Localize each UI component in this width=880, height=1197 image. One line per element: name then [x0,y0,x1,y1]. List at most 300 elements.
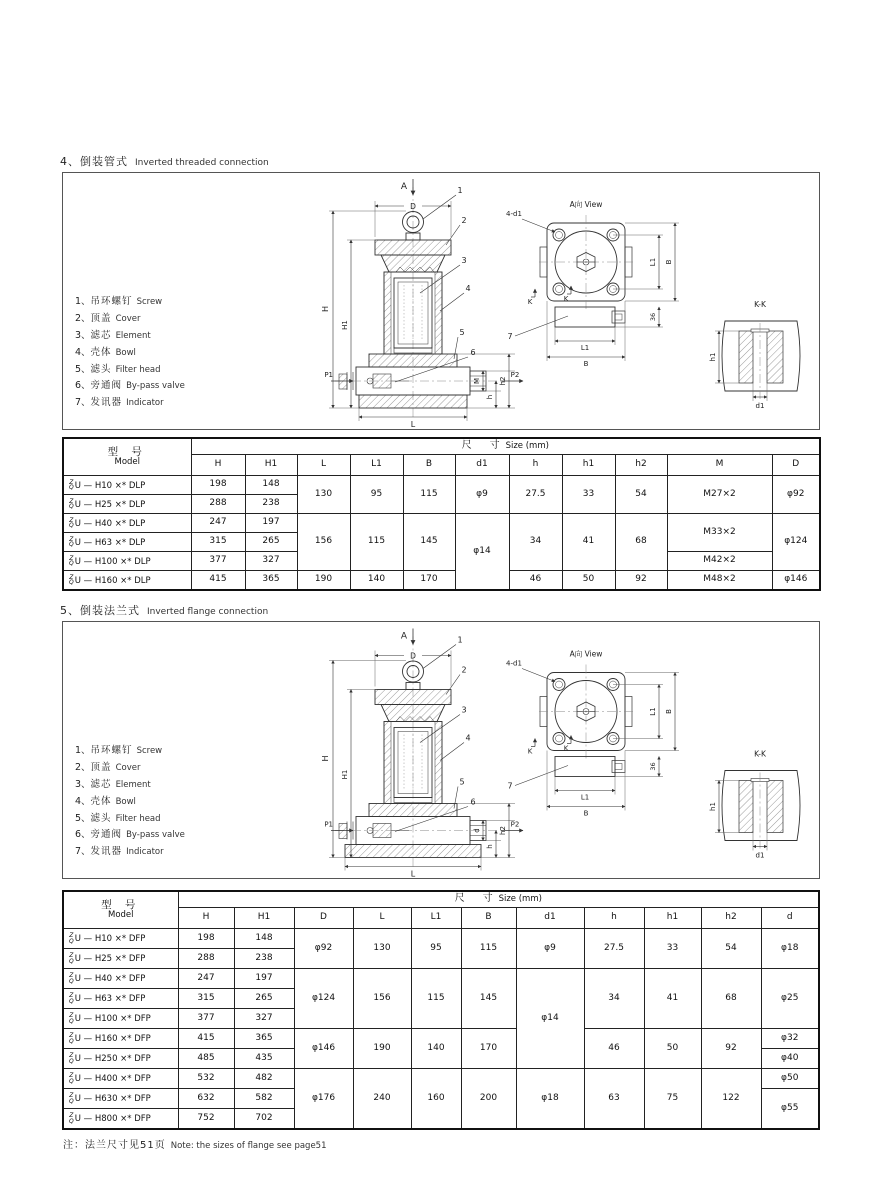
label-h_total: H [321,755,330,762]
part-list-item [75,757,185,774]
column-header: H1 [234,908,294,929]
table-cell: 46 [509,571,562,591]
column-header: h1 [644,908,701,929]
table-cell: 148 [234,929,294,949]
table-cell: 115 [411,969,461,1029]
table-cell: 122 [701,1069,761,1130]
table-cell: 327 [245,552,297,571]
column-header: D [772,455,820,476]
label-p1: P1 [324,371,333,379]
label-ind: 7 [507,781,513,791]
table-cell: 148 [245,476,297,495]
table-cell: 115 [350,514,403,571]
model-text: U — H63 ×* DLP [74,537,146,548]
model-text: U — H400 ×* DFP [74,1074,151,1084]
table-row [63,476,820,495]
table-cell: 92 [701,1029,761,1069]
table-cell: 197 [245,514,297,533]
model-cell [63,1029,178,1049]
model-prefix-top: Z [69,554,74,562]
part-number: 3、 [75,329,91,341]
model-prefix-top: Z [69,478,74,486]
label-top_title: A向 View [569,649,603,659]
table-cell: 130 [353,929,411,969]
label-kk_d1: d1 [755,851,765,860]
table-cell: M27×2 [667,476,772,514]
model-prefix-stack [69,556,74,567]
model-cell [63,552,191,571]
model-text: U — H160 ×* DFP [74,1034,151,1044]
label-kk_h1: h1 [709,352,717,362]
model-prefix-stack [69,518,74,529]
part-name-en: Filter head [115,364,161,375]
part-number: 2、 [75,312,91,324]
part-number: 4、 [75,795,91,807]
label-b: B [583,809,589,818]
label-k: K [527,747,533,756]
part-name-zh: 顶盖 [90,761,112,773]
label-p1: P1 [324,820,333,829]
column-header: H [178,908,234,929]
part-name-en: Cover [115,762,141,773]
label-ind: 7 [507,332,513,341]
label-p2: P2 [510,820,520,829]
label-b: B [583,360,589,368]
label-bolts: 4-d1 [506,659,522,668]
part-name-zh: 旁通阀 [90,829,123,841]
column-header: L1 [411,908,461,929]
part-number: 6、 [75,380,91,392]
model-text: U — H10 ×* DLP [74,480,146,491]
part-name-en: By-pass valve [126,830,185,841]
column-header: H [191,455,245,476]
table-cell: 140 [350,571,403,591]
model-prefix-top: Z [69,1072,74,1079]
column-header: L1 [350,455,403,476]
table-cell: 532 [178,1069,234,1089]
model-prefix-stack [69,1093,74,1104]
table-cell: 95 [411,929,461,969]
part-list-item [75,308,185,325]
table-cell: 752 [178,1109,234,1130]
model-prefix-bottom: Q [69,1017,74,1025]
label-top_title: A向 View [569,200,603,209]
model-prefix-top: Z [69,1092,74,1099]
table-cell: 145 [461,969,516,1029]
table-cell: 265 [245,533,297,552]
table-cell: 115 [403,476,455,514]
table-cell: 156 [297,514,350,571]
section5-heading-en: Inverted flange connection [147,607,269,617]
model-prefix-bottom: Q [69,522,74,529]
part-name-zh: 旁通阀 [90,380,123,392]
part-name-en: Element [115,330,151,341]
label-b: B [665,259,673,265]
section4-parts-list [75,291,185,409]
table-cell: 68 [701,969,761,1029]
model-prefix-stack [69,953,74,964]
label-parts-5: 6 [470,348,476,357]
label-h_total: H [321,305,330,313]
model-text: U — H25 ×* DLP [74,499,146,510]
part-number: 5、 [75,812,91,824]
label-p2: P2 [510,371,520,379]
section5-heading [60,599,268,618]
label-dim36: 36 [649,762,657,771]
model-text: U — H63 ×* DFP [74,994,146,1004]
table-cell: 198 [191,476,245,495]
label-h2: h2 [499,376,507,386]
table-cell: φ124 [772,514,820,571]
model-header-en: Model [107,910,134,921]
table-cell: 140 [411,1029,461,1069]
table-cell: φ176 [294,1069,353,1130]
size-header [191,438,820,455]
table-cell: 197 [234,969,294,989]
part-name-en: Bowl [115,796,136,807]
table-row [63,1029,819,1049]
model-prefix-bottom: Q [69,579,74,586]
model-prefix-bottom: Q [69,484,74,491]
table-cell: 75 [644,1069,701,1130]
table-cell: 34 [584,969,644,1029]
part-list-item [75,808,185,825]
table-cell: 160 [411,1069,461,1130]
part-number: 4、 [75,346,91,358]
table-cell: φ25 [761,969,819,1029]
part-number: 5、 [75,363,91,375]
label-k: K [563,744,569,753]
table-cell: M48×2 [667,571,772,591]
table-cell: 238 [234,949,294,969]
page-note-zh: 注：法兰尺寸见51页 [63,1140,166,1151]
section4-dimension-table [62,437,821,591]
table-cell: φ92 [772,476,820,514]
table-cell: φ14 [516,969,584,1069]
model-cell [63,571,191,591]
page-note [63,1133,327,1152]
part-name-zh: 滤头 [90,363,112,375]
table-cell: φ146 [294,1029,353,1069]
table-cell: 145 [403,514,455,571]
model-text: U — H630 ×* DFP [74,1094,151,1104]
table-cell: 33 [562,476,615,514]
part-name-zh: 发讯器 [90,397,123,409]
label-parts-2: 3 [461,256,467,265]
table-cell: 702 [234,1109,294,1130]
table-cell: φ124 [294,969,353,1029]
model-cell [63,1009,178,1029]
table-cell: 27.5 [509,476,562,514]
model-text: U — H250 ×* DFP [74,1054,151,1064]
table-cell: 68 [615,514,667,571]
part-name-en: Indicator [126,398,164,409]
label-parts-3: 4 [465,284,471,293]
label-kk_title: K-K [754,749,766,759]
model-cell [63,949,178,969]
part-list-item [75,392,185,409]
size-header [178,891,819,908]
part-list-item [75,342,185,359]
model-header-en: Model [114,457,141,468]
label-parts-2: 3 [461,705,467,715]
table-cell: 41 [562,514,615,571]
table-cell: 288 [178,949,234,969]
model-prefix-top: Z [69,1112,74,1119]
table-cell: 27.5 [584,929,644,969]
table-cell: 198 [178,929,234,949]
part-name-en: Screw [136,297,163,307]
model-prefix-top: Z [69,573,74,581]
section4-heading [60,150,269,169]
label-kk_d1: d1 [755,402,765,410]
model-text: U — H800 ×* DFP [74,1114,151,1124]
model-cell [63,514,191,533]
model-prefix-bottom: Q [69,560,74,567]
column-header: D [294,908,353,929]
table-cell: 240 [353,1069,411,1130]
part-name-zh: 滤芯 [90,329,112,341]
model-prefix-bottom: Q [69,997,74,1005]
size-header-en: Size (mm) [505,441,549,452]
part-list-item [75,774,185,791]
table-cell: 315 [191,533,245,552]
label-h2: h2 [499,826,507,835]
part-number: 1、 [75,296,91,307]
model-prefix-stack [69,973,74,984]
table-cell: 247 [178,969,234,989]
model-prefix-bottom: Q [69,977,74,985]
table-cell: φ14 [455,514,509,591]
model-text: U — H40 ×* DFP [74,974,146,984]
model-prefix-stack [69,575,74,586]
model-prefix-bottom: Q [69,1057,74,1065]
part-name-zh: 顶盖 [90,312,112,324]
part-name-en: Element [115,779,151,790]
model-column-header [63,438,191,476]
part-name-zh: 发讯器 [90,846,123,858]
model-prefix-top: Z [69,932,74,939]
part-name-zh: 滤芯 [90,778,112,790]
table-cell: 130 [297,476,350,514]
label-kk_h1: h1 [709,802,717,811]
table-cell: 46 [584,1029,644,1069]
label-h1_inner: H1 [341,320,349,330]
part-name-zh: 壳体 [90,346,112,358]
table-cell: φ40 [761,1049,819,1069]
model-column-header [63,891,178,929]
model-prefix-stack [69,1033,74,1044]
table-cell: 156 [353,969,411,1029]
part-name-zh: 滤头 [90,812,112,824]
model-text: U — H25 ×* DFP [74,954,146,964]
part-number: 6、 [75,829,91,841]
table-cell: 315 [178,989,234,1009]
table-cell: φ9 [516,929,584,969]
size-header-zh: 尺 寸 [454,893,497,905]
model-prefix-top: Z [69,497,74,505]
label-h_small: h [486,844,494,849]
label-k: K [563,295,569,303]
column-header: h [509,455,562,476]
label-view_dir: A [400,182,408,192]
table-cell: 238 [245,495,297,514]
part-name-en: Filter head [115,813,161,824]
table-cell: 190 [297,571,350,591]
label-l1: L1 [649,257,657,267]
model-prefix-top: Z [69,972,74,979]
model-cell [63,495,191,514]
model-header-zh: 型 号 [107,446,147,459]
column-header: h2 [701,908,761,929]
column-header: d1 [516,908,584,929]
model-prefix-bottom: Q [69,1037,74,1045]
model-prefix-stack [69,480,74,491]
part-name-en: Screw [136,746,163,756]
table-cell: 50 [562,571,615,591]
part-number: 1、 [75,745,91,756]
model-prefix-stack [69,993,74,1004]
label-h1_inner: H1 [341,769,349,780]
model-cell [63,1069,178,1089]
section5-drawing-box [62,621,820,879]
model-prefix-stack [69,1073,74,1084]
model-prefix-stack [69,1053,74,1064]
label-parts-0: 1 [457,186,463,195]
column-header: B [461,908,516,929]
label-l1: L1 [580,344,590,352]
size-header-zh: 尺 寸 [461,440,504,452]
model-header-zh: 型 号 [101,899,141,912]
part-number: 3、 [75,778,91,790]
model-prefix-bottom: Q [69,541,74,548]
label-parts-0: 1 [457,635,463,645]
section4-drawing-box [62,172,820,430]
table-cell: 485 [178,1049,234,1069]
table-cell: 415 [191,571,245,591]
part-list-item [75,291,185,308]
part-list-item [75,359,185,376]
model-prefix-top: Z [69,1032,74,1039]
section4-heading-zh: 4、倒装管式 [60,155,128,168]
table-cell: φ9 [455,476,509,514]
table-cell: 365 [245,571,297,591]
label-b: B [665,709,673,714]
table-cell: 200 [461,1069,516,1130]
model-prefix-bottom: Q [69,937,74,945]
label-l: L [410,869,416,879]
part-number: 7、 [75,846,91,858]
table-cell: φ50 [761,1069,819,1089]
table-cell: 63 [584,1069,644,1130]
part-number: 7、 [75,397,91,409]
model-cell [63,989,178,1009]
label-d: D [410,651,416,661]
model-text: U — H10 ×* DFP [74,934,146,944]
table-cell: φ146 [772,571,820,591]
part-name-zh: 吊环螺钉 [90,296,133,307]
table-cell: φ55 [761,1089,819,1130]
part-list-item [75,375,185,392]
model-cell [63,1089,178,1109]
table-row [63,514,820,533]
model-prefix-top: Z [69,992,74,999]
model-prefix-top: Z [69,952,74,959]
model-text: U — H40 ×* DLP [74,518,146,529]
label-parts-1: 2 [461,216,467,225]
label-port: M [473,377,481,385]
table-cell: φ18 [761,929,819,969]
table-cell: 265 [234,989,294,1009]
model-prefix-stack [69,1013,74,1024]
model-prefix-top: Z [69,516,74,524]
table-cell: 170 [461,1029,516,1069]
part-number: 2、 [75,761,91,773]
table-cell: 170 [403,571,455,591]
label-parts-4: 5 [459,328,465,337]
table-cell: 288 [191,495,245,514]
section4-heading-en: Inverted threaded connection [135,158,269,168]
table-row [63,1069,819,1089]
model-text: U — H100 ×* DLP [74,556,151,567]
model-prefix-stack [69,537,74,548]
model-cell [63,929,178,949]
model-cell [63,969,178,989]
table-row [63,571,820,591]
model-cell [63,476,191,495]
size-header-en: Size (mm) [498,894,542,905]
table-row [63,929,819,949]
label-kk_title: K-K [754,300,766,309]
label-port: d [473,828,481,833]
part-name-zh: 吊环螺钉 [90,745,133,756]
table-cell: 632 [178,1089,234,1109]
label-d: D [410,202,416,211]
table-cell: M42×2 [667,552,772,571]
table-cell: φ18 [516,1069,584,1130]
part-list-item [75,791,185,808]
table-cell: 435 [234,1049,294,1069]
model-prefix-top: Z [69,1012,74,1019]
column-header: h1 [562,455,615,476]
part-name-en: Indicator [126,847,164,858]
part-name-en: By-pass valve [126,381,185,392]
label-bolts: 4-d1 [506,210,522,218]
model-text: U — H160 ×* DLP [74,575,151,586]
table-cell: 482 [234,1069,294,1089]
model-prefix-stack [69,1113,74,1124]
column-header: H1 [245,455,297,476]
section5-heading-zh: 5、倒装法兰式 [60,604,140,617]
model-prefix-bottom: Q [69,957,74,965]
column-header: M [667,455,772,476]
table-cell: 582 [234,1089,294,1109]
page-note-en: Note: the sizes of flange see page51 [170,1141,327,1151]
column-header: h2 [615,455,667,476]
table-row [63,969,819,989]
label-k: K [527,298,533,306]
part-name-en: Bowl [115,347,136,358]
table-cell: 247 [191,514,245,533]
model-prefix-top: Z [69,1052,74,1059]
model-prefix-bottom: Q [69,1117,74,1125]
model-prefix-top: Z [69,535,74,543]
model-text: U — H100 ×* DFP [74,1014,151,1024]
table-cell: 377 [178,1009,234,1029]
part-list-item [75,740,185,757]
column-header: h [584,908,644,929]
table-cell: 415 [178,1029,234,1049]
